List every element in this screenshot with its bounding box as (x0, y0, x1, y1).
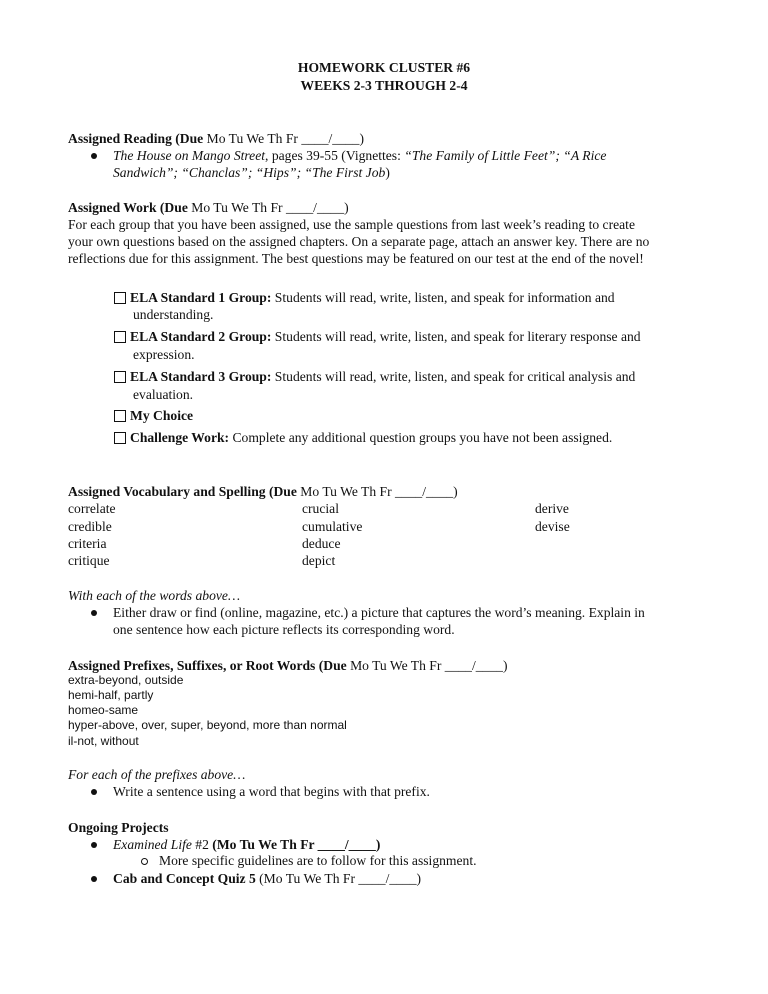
vocab-task-line: Either draw or find (online, magazine, etc.) a picture that captures the word’s meaning. Explain in (113, 605, 645, 620)
vocab-word: credible (68, 519, 112, 534)
vocab-word: devise (535, 519, 570, 534)
bullet (91, 789, 97, 795)
roots-task: Write a sentence using a word that begins with that prefix. (113, 784, 430, 799)
vocab-intro: With each of the words above… (68, 588, 241, 603)
checkbox-icon[interactable] (114, 371, 126, 383)
work-paragraph-line: For each group that you have been assigned, use the sample questions from last week’s reading to create (68, 217, 635, 232)
vocab-word: depict (302, 553, 336, 568)
root-item: extra-beyond, outside (68, 673, 184, 687)
page-subtitle: WEEKS 2-3 THROUGH 2-4 (300, 78, 468, 93)
ongoing-sub-item: More specific guidelines are to follow for this assignment. (159, 853, 477, 868)
root-item: homeo-same (68, 703, 139, 717)
vocab-word: cumulative (302, 519, 363, 534)
sub-bullet (141, 858, 148, 865)
group-item-cont: expression. (133, 347, 195, 362)
ongoing-item: Examined Life #2 (Mo Tu We Th Fr ____/____) (113, 837, 381, 852)
checkbox-icon[interactable] (114, 410, 126, 422)
checkbox-icon[interactable] (114, 331, 126, 343)
group-item-cont: understanding. (133, 307, 214, 322)
vocab-word: criteria (68, 536, 107, 551)
root-item: il-not, without (68, 734, 139, 748)
group-item: ELA Standard 2 Group: Students will read, write, listen, and speak for literary response and (114, 328, 641, 345)
roots-heading: Assigned Prefixes, Suffixes, or Root Words (Due Mo Tu We Th Fr ____/____) (68, 658, 508, 673)
vocab-word: correlate (68, 501, 116, 516)
checkbox-icon[interactable] (114, 432, 126, 444)
bullet (91, 610, 97, 616)
roots-intro: For each of the prefixes above… (68, 767, 246, 782)
work-paragraph-line: your own questions based on the assigned chapters. On a separate page, attach an answer key. There are no (68, 234, 650, 249)
work-heading: Assigned Work (Due Mo Tu We Th Fr ____/____) (68, 200, 349, 215)
vocab-word: critique (68, 553, 110, 568)
root-item: hemi-half, partly (68, 688, 154, 702)
bullet (91, 842, 97, 848)
group-item: ELA Standard 1 Group: Students will read, write, listen, and speak for information and (114, 289, 615, 306)
reading-heading: Assigned Reading (Due Mo Tu We Th Fr ____/____) (68, 131, 365, 146)
checkbox-icon[interactable] (114, 292, 126, 304)
page-title: HOMEWORK CLUSTER #6 (297, 60, 471, 75)
vocab-task-line: one sentence how each picture reflects its corresponding word. (113, 622, 455, 637)
group-item: Challenge Work: Complete any additional question groups you have not been assigned. (114, 429, 612, 446)
group-item-cont: evaluation. (133, 387, 194, 402)
vocab-word: derive (535, 501, 569, 516)
ongoing-item: Cab and Concept Quiz 5 (Mo Tu We Th Fr ____/____) (113, 871, 422, 886)
group-item: My Choice (114, 407, 193, 424)
vocab-word: crucial (302, 501, 339, 516)
work-paragraph-line: reflections due for this assignment. The best questions may be featured on our test at the end of the novel! (68, 251, 644, 266)
vocab-word: deduce (302, 536, 341, 551)
bullet (91, 153, 97, 159)
reading-item-line2: Sandwich”; “Chanclas”; “Hips”; “The First Job) (113, 165, 390, 180)
vocab-heading: Assigned Vocabulary and Spelling (Due Mo Tu We Th Fr ____/____) (68, 484, 458, 499)
group-item: ELA Standard 3 Group: Students will read, write, listen, and speak for critical analysis and (114, 368, 635, 385)
ongoing-heading: Ongoing Projects (68, 820, 169, 835)
reading-item-line1: The House on Mango Street, pages 39-55 (Vignettes: “The Family of Little Feet”; “A Rice (113, 148, 607, 163)
root-item: hyper-above, over, super, beyond, more than normal (68, 718, 347, 732)
bullet (91, 876, 97, 882)
